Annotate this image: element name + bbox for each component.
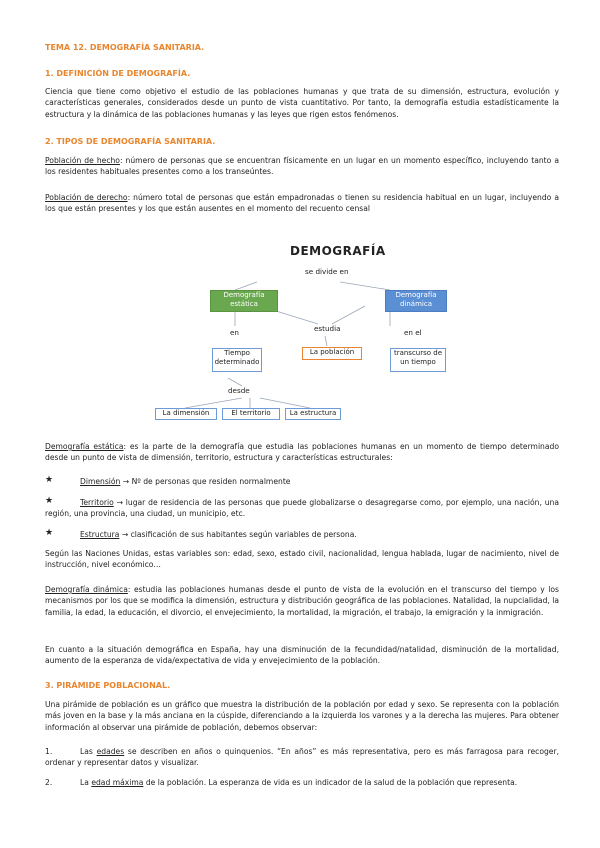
dinamica-paragraph (45, 584, 559, 618)
star-icon: ★ (45, 528, 54, 538)
diagram-en-el-label: en el (404, 328, 422, 337)
bullet-dimension-term: Dimensión (80, 477, 121, 486)
poblacion-hecho-paragraph (45, 155, 559, 178)
list-item-edad-maxima (80, 777, 560, 788)
diagram-title: DEMOGRAFÍA (290, 244, 386, 258)
doc-title: TEMA 12. DEMOGRAFÍA SANITARIA. (45, 43, 205, 52)
diagram-tiempo-box: Tiempo determinado (212, 348, 262, 372)
star-icon: ★ (45, 496, 54, 506)
bullet-dimension (80, 476, 560, 487)
list-item-edades-pre: Las (80, 747, 97, 756)
diagram-dimension-box: La dimensión (155, 408, 217, 420)
estatica-paragraph (45, 441, 559, 464)
poblacion-derecho-term: Población de derecho (45, 193, 128, 202)
bullet-territorio (45, 497, 559, 520)
bullet-territorio-term: Territorio (80, 498, 114, 507)
section-3-heading: 3. PIRÁMIDE POBLACIONAL. (45, 681, 171, 690)
diagram-desde-label: desde (228, 386, 250, 395)
section-3-body: Una pirámide de población es un gráfico que muestra la distribución de la población por edad y sexo. Se representa con la población más joven en la base y la más anciana en la cúspide, diferenciando a la izquierda los varones y a la derecha las mujeres. Para obtener información al observar una pirámide de población, debemos observar: (45, 700, 559, 732)
diagram-estatica-box: Demografía estática (210, 290, 278, 312)
poblacion-derecho-def: : número total de personas que están empadronadas o tienen su residencia habitual en un lugar, incluyendo a los que están presentes y los que están ausentes en el momento del recuento censal (45, 193, 559, 214)
list-item-edad-maxima-post: de la población. La esperanza de vida es un indicador de la salud de la población que representa. (143, 778, 518, 787)
poblacion-hecho-term: Población de hecho (45, 156, 120, 165)
section-1-body: Ciencia que tiene como objetivo el estudio de las poblaciones humanas y que trata de su dimensión, estructura, evolución y características generales, considerados desde un punto de vista cuantitativo. Por tanto, la demografía estudia estadísticamente la estructura y la dinámica de las poblaciones humanas y las leyes que rigen estos fenómenos. (45, 87, 559, 119)
list-number-1: 1. (45, 747, 53, 756)
diagram-dinamica-box: Demografía dinámica (385, 290, 447, 312)
poblacion-derecho-paragraph (45, 192, 559, 215)
list-item-edades-term: edades (96, 747, 125, 756)
diagram-transcurso-box: transcurso de un tiempo (390, 348, 446, 372)
dinamica-def: : estudia las poblaciones humanas desde el punto de vista de la evolución en el transcurso del tiempo y los mecanismos por los que se modifica la dimensión, estructura y distribución geográfica de las poblaciones. Natalidad, la nupcialidad, la familia, la edad, la educación, el divorcio, el envejecimiento, la mortalidad, la migración, el trabajo, la emigración y la inmigración. (45, 585, 559, 617)
bullet-dimension-text: → Nº de personas que residen normalmente (120, 477, 291, 486)
estatica-term: Demografía estática (45, 442, 124, 451)
section-1-heading: 1. DEFINICIÓN DE DEMOGRAFÍA. (45, 69, 191, 78)
list-item-edades-post: se describen en años o quinquenios. “En años” es más representativa, pero es más farragosa para recoger, ordenar y representar datos y visualizar. (45, 747, 559, 768)
diagram-divide-label: se divide en (305, 267, 349, 276)
list-item-edades (45, 746, 559, 769)
diagram-estudia-label: estudia (314, 324, 341, 333)
section-2-heading: 2. TIPOS DE DEMOGRAFÍA SANITARIA. (45, 137, 216, 146)
poblacion-hecho-def: : número de personas que se encuentran físicamente en un lugar en un momento específico, incluyendo tanto a los residentes habituales presentes como a los transeúntes. (45, 156, 559, 177)
bullet-estructura-text: → clasificación de sus habitantes según variables de persona. (119, 530, 357, 539)
list-item-edad-maxima-pre: La (80, 778, 92, 787)
demografia-diagram (150, 236, 450, 426)
star-icon: ★ (45, 475, 54, 485)
onu-paragraph: Según las Naciones Unidas, estas variables son: edad, sexo, estado civil, nacionalidad, lengua hablada, lugar de nacimiento, nivel de instrucción, nivel económico… (45, 549, 559, 570)
diagram-poblacion-box: La población (302, 347, 362, 360)
bullet-estructura-term: Estructura (80, 530, 120, 539)
estatica-def: : es la parte de la demografía que estudia las poblaciones humanas en un momento de tiempo determinado desde un punto de vista de dimensión, territorio, estructura y características estructurales: (45, 442, 559, 463)
espana-paragraph: En cuanto a la situación demográfica en España, hay una disminución de la fecundidad/natalidad, disminución de la mortalidad, aumento de la esperanza de vida/expectativa de vida y envejecimiento de la población. (45, 645, 559, 666)
bullet-estructura (80, 529, 560, 540)
list-item-edad-maxima-term: edad máxima (91, 778, 144, 787)
diagram-estructura-box: La estructura (285, 408, 341, 420)
diagram-en-label: en (230, 328, 239, 337)
list-number-2: 2. (45, 778, 53, 787)
dinamica-term: Demografía dinámica (45, 585, 128, 594)
diagram-territorio-box: El territorio (222, 408, 280, 420)
bullet-territorio-text: → lugar de residencia de las personas que puede globalizarse o desagregarse como, por ejemplo, una nación, una región, una provincia, una ciudad, un municipio, etc. (45, 498, 559, 519)
